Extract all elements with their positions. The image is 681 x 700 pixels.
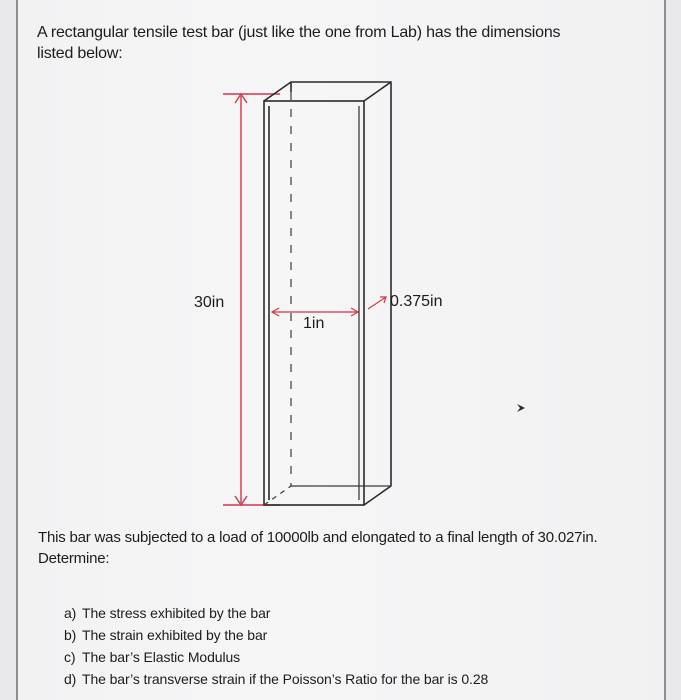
question-text: The strain exhibited by the bar [82,627,268,643]
length-dimension [223,94,280,505]
question-letter: c) [64,649,76,665]
width-label: 1in [303,315,325,332]
problem-intro: A rectangular tensile test bar (just like the one from Lab) has the dimensions listed below: [37,24,561,62]
question-letter: d) [64,671,77,687]
question-letter: b) [64,627,77,643]
bar-outline [264,82,391,505]
question-item [64,624,488,646]
width-dimension [272,308,358,316]
question-text: The bar’s transverse strain if the Poisson’s Ratio for the bar is 0.28 [82,671,489,687]
question-item [64,646,488,668]
load-description: This bar was subjected to a load of 10000lb and elongated to a final length of 30.027in. Determine: [38,529,598,567]
question-letter: a) [64,605,77,621]
thickness-label: 0.375in [390,293,443,310]
question-list [64,602,488,690]
hidden-edges [264,92,391,505]
question-item [64,602,488,624]
stray-mark [517,404,525,412]
question-text: The stress exhibited by the bar [82,605,271,621]
thickness-dimension [368,297,386,309]
question-text: The bar’s Elastic Modulus [82,649,241,665]
question-item [64,668,488,690]
length-label: 30in [194,294,225,311]
document-page [16,0,666,700]
tensile-bar-figure [18,0,668,700]
